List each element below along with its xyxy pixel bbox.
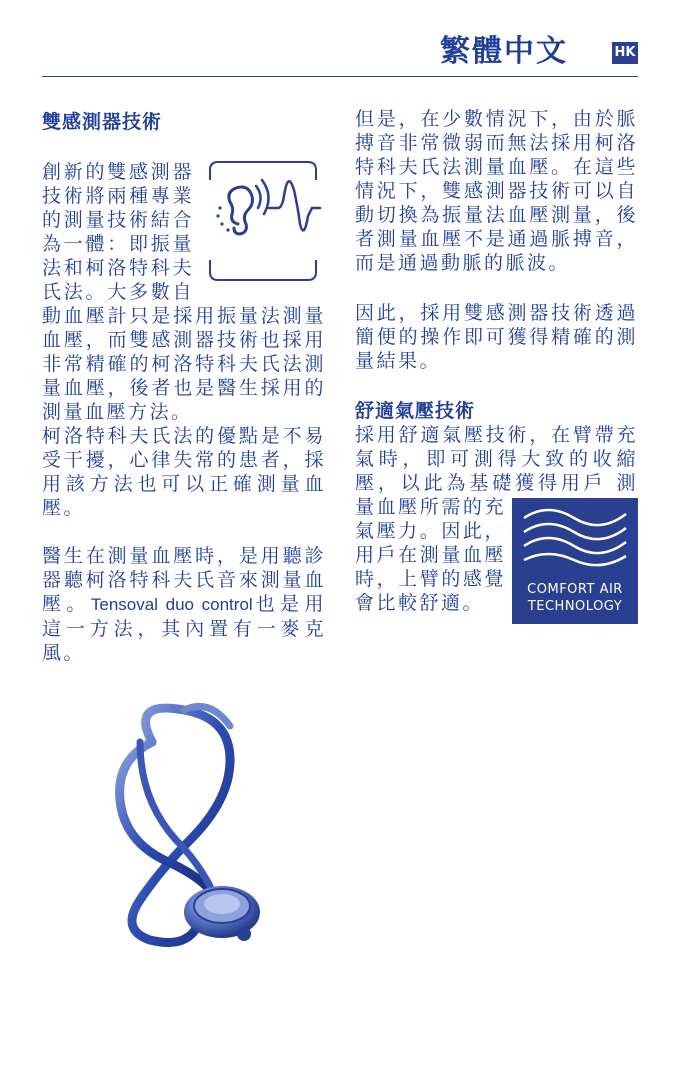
comfort-air-line2: TECHNOLOGY	[527, 599, 623, 614]
air-wave-icon	[512, 498, 638, 578]
product-name: Tensoval duo control	[90, 595, 253, 614]
page-title: 繁體中文	[440, 34, 568, 69]
doctor-method-paragraph	[42, 544, 326, 665]
comfort-air-line1: COMFORT AIR	[527, 582, 623, 597]
stethoscope-image	[80, 690, 280, 960]
doctor-method-text: 醫生在測量血壓時，是用聽診器聽柯洛特科夫氏音來測量血壓。	[42, 545, 326, 615]
ear-wave-illustration	[200, 160, 326, 282]
ear-wave-frame	[200, 160, 326, 282]
dual-sensor-intro: 創新的雙感測器技術將兩種專業的測量技術結合為一體：即振量法和柯洛特科夫	[42, 161, 194, 279]
weak-pulse-paragraph: 但是，在少數情況下，由於脈搏音非常微弱而無法採用柯洛特科夫氏法測量血壓。在這些情況下，雙感測器技術可以自動切換為振量法血壓測量，後者測量血壓不是通過脈搏音，而是通過動脈的脈波。	[355, 108, 638, 274]
comfort-air-text: 採用舒適氣壓技術，在臂帶充氣時，即可測得大致的收縮壓，以此為基礎獲得用戶	[355, 424, 638, 494]
comfort-air-heading: 舒適氣壓技術	[355, 400, 476, 422]
sine-wave-icon	[266, 181, 320, 230]
comfort-air-logo	[512, 498, 638, 624]
ear-icon	[216, 180, 268, 234]
microphone-text: 也是用這一方法，其內置有一麥克風。	[42, 593, 326, 664]
right-column	[355, 107, 638, 624]
comfort-air-text-continued: 測量血壓所需的充氣壓力。因此，用戶在測量血壓時，上臂的感覺會比較舒適。	[355, 472, 638, 614]
language-badge: HK	[612, 42, 638, 64]
korotkoff-advantage: 柯洛特科夫氏法的優點是不易受干擾，心律失常的患者，採用該方法也可以正確測量血壓。	[42, 425, 326, 519]
dual-sensor-intro-rest: 氏法。大多數自動血壓計只是採用振量法測量血壓，而雙感測器技術也採用非常精確的柯洛特科夫氏法測量血壓，後者也是醫生採用的測量血壓方法。	[42, 281, 326, 423]
dual-sensor-heading: 雙感測器技術	[42, 111, 163, 133]
accurate-result-paragraph: 因此，採用雙感測器技術透過簡便的操作即可獲得精確的測量結果。	[355, 302, 638, 372]
header-divider	[42, 76, 638, 77]
left-column	[42, 110, 326, 665]
